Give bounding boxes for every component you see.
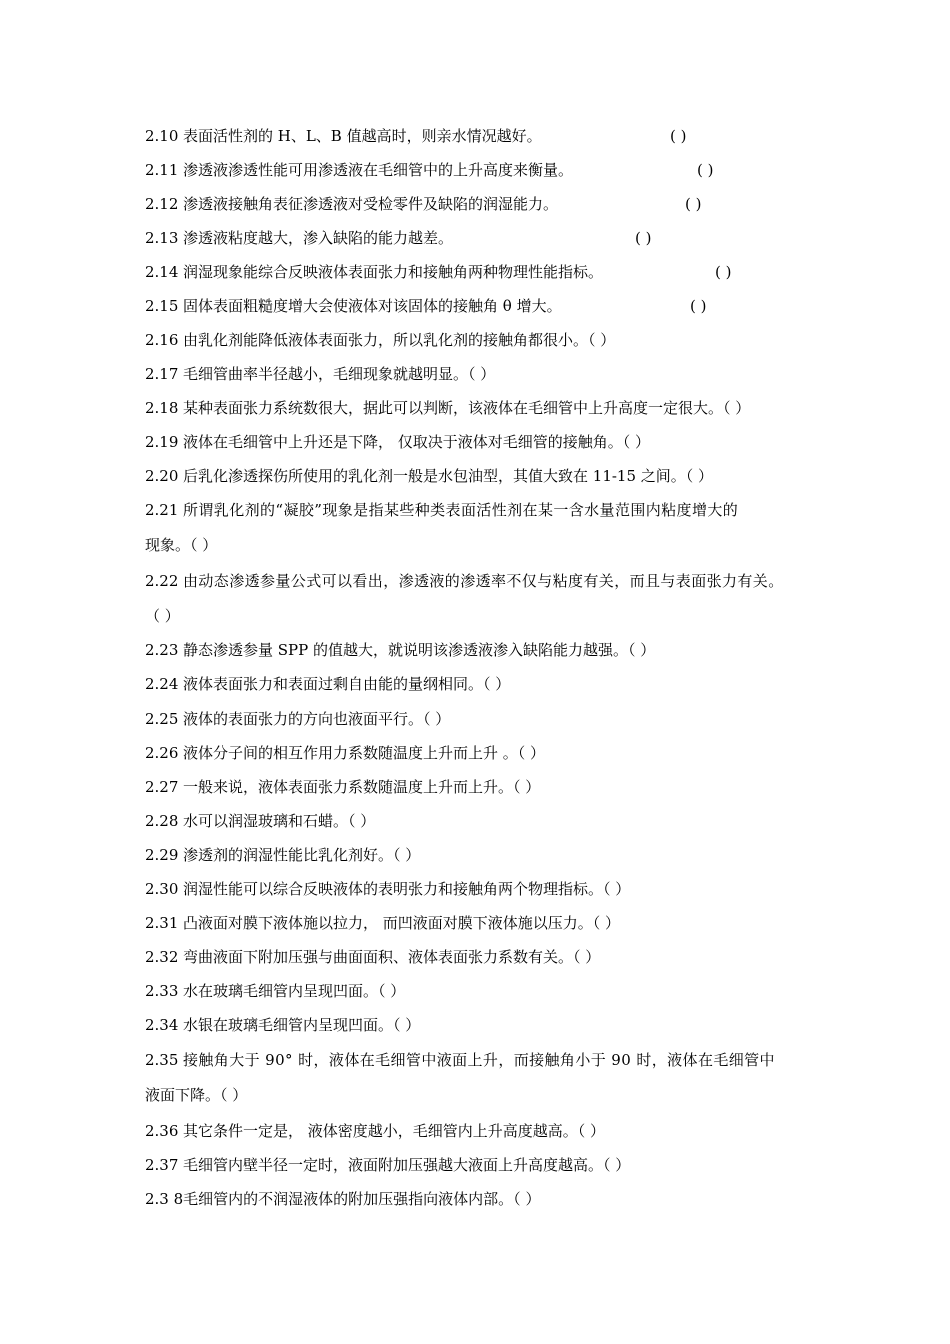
question-text: 润湿性能可以综合反映液体的表明张力和接触角两个物理指标。（ ） [183,880,631,898]
question-item [145,466,713,486]
question-text: 液体分子间的相互作用力系数随温度上升而上升 。（ ） [183,744,546,762]
question-item [145,1155,630,1175]
question-text: 水可以润湿玻璃和石蜡。（ ） [183,812,376,830]
question-text: 固体表面粗糙度增大会使液体对该固体的接触角 θ 增大。 [183,297,562,315]
question-number: 2.16 [145,331,179,349]
question-text: 液面下降。（ ） [145,1086,248,1104]
question-item [145,535,217,555]
question-number: 2.12 [145,195,179,213]
question-number: 2.24 [145,675,179,693]
question-number: 2.19 [145,433,179,451]
question-item [145,1050,775,1070]
question-text: 液体的表面张力的方向也液面平行。（ ） [183,710,451,728]
question-number: 2.34 [145,1016,179,1034]
question-item [145,194,558,214]
question-text: 水在玻璃毛细管内呈现凹面。（ ） [183,982,406,1000]
question-text: （ ） [145,607,180,625]
question-item [145,126,542,146]
question-number: 2.10 [145,127,179,145]
question-item [145,811,375,831]
question-text: 凸液面对膜下液体施以拉力， 而凹液面对膜下液体施以压力。（ ） [183,914,621,932]
question-number: 2.37 [145,1156,179,1174]
question-item [145,709,450,729]
question-item [145,640,655,660]
question-text: 其它条件一定是， 液体密度越小，毛细管内上升高度越高。（ ） [183,1122,606,1140]
question-text: 渗透剂的润湿性能比乳化剂好。（ ） [183,846,421,864]
question-item [145,845,420,865]
question-number: 2.17 [145,365,179,383]
question-text: 所谓乳化剂的“凝胶”现象是指某些种类表面活性剂在某一含水量范围内粘度增大的 [183,501,739,519]
question-item [145,571,784,591]
question-item [145,330,615,350]
answer-parentheses: ( ) [715,263,732,281]
question-text: 液体在毛细管中上升还是下降， 仅取决于液体对毛细管的接触角。（ ） [183,433,651,451]
question-number: 2.15 [145,297,179,315]
question-item [145,777,540,797]
question-text: 由动态渗透参量公式可以看出，渗透液的渗透率不仅与粘度有关，而且与表面张力有关。 [183,572,784,590]
question-item [145,1121,605,1141]
question-item [145,398,750,418]
question-text: 渗透液接触角表征渗透液对受检零件及缺陷的润湿能力。 [183,195,559,213]
question-item [145,606,180,626]
answer-parentheses: ( ) [685,195,702,213]
question-item [145,500,738,520]
question-text: 由乳化剂能降低液体表面张力，所以乳化剂的接触角都很小。（ ） [183,331,616,349]
question-number: 2.33 [145,982,179,1000]
question-number: 2.21 [145,501,179,519]
question-item [145,228,453,248]
question-text: 某种表面张力系统数很大，据此可以判断，该液体在毛细管中上升高度一定很大。（ ） [183,399,751,417]
answer-parentheses: ( ) [697,161,714,179]
question-number: 2.13 [145,229,179,247]
question-item [145,674,510,694]
question-item [145,947,600,967]
answer-parentheses: ( ) [690,297,707,315]
question-number: 2.23 [145,641,179,659]
question-item [145,1189,540,1209]
question-text: 静态渗透参量 SPP 的值越大，就说明该渗透液渗入缺陷能力越强。（ ） [183,641,656,659]
question-text: 渗透液粘度越大，渗入缺陷的能力越差。 [183,229,454,247]
question-number: 2.11 [145,161,179,179]
question-text: 后乳化渗透探伤所使用的乳化剂一般是水包油型，其值大致在 11-15 之间。（ ） [183,467,714,485]
question-number: 2.25 [145,710,179,728]
question-text: 弯曲液面下附加压强与曲面面积、液体表面张力系数有关。（ ） [183,948,601,966]
question-number: 2.31 [145,914,179,932]
question-text: 润湿现象能综合反映液体表面张力和接触角两种物理性能指标。 [183,263,604,281]
question-text: 液体表面张力和表面过剩自由能的量纲相同。（ ） [183,675,511,693]
question-item [145,296,562,316]
question-number: 2.26 [145,744,179,762]
question-text: 现象。（ ） [145,536,218,554]
question-text: 渗透液渗透性能可用渗透液在毛细管中的上升高度来衡量。 [183,161,574,179]
question-item [145,879,630,899]
question-number: 2.20 [145,467,179,485]
question-item [145,262,603,282]
question-item [145,743,545,763]
question-text: 毛细管曲率半径越小，毛细现象就越明显。（ ） [183,365,496,383]
question-item [145,160,573,180]
question-number: 2.29 [145,846,179,864]
question-number: 2.18 [145,399,179,417]
question-number: 2.32 [145,948,179,966]
question-item [145,981,405,1001]
answer-parentheses: ( ) [670,127,687,145]
question-number: 2.35 [145,1051,179,1069]
question-text: 接触角大于 90° 时，液体在毛细管中液面上升，而接触角小于 90 时，液体在毛细管中 [183,1051,775,1069]
question-item [145,1015,420,1035]
question-number: 2.14 [145,263,179,281]
question-number: 2.27 [145,778,179,796]
question-number: 2.36 [145,1122,179,1140]
question-item [145,913,620,933]
question-number: 2.30 [145,880,179,898]
question-number: 2.3 8 [145,1190,184,1208]
question-item [145,1085,247,1105]
question-item [145,364,495,384]
question-text: 表面活性剂的 H、L、B 值越高时，则亲水情况越好。 [183,127,542,145]
question-text: 毛细管内的不润湿液体的附加压强指向液体内部。（ ） [183,1190,541,1208]
question-item [145,432,650,452]
question-text: 一般来说，液体表面张力系数随温度上升而上升。（ ） [183,778,541,796]
question-number: 2.22 [145,572,179,590]
answer-parentheses: ( ) [635,229,652,247]
question-number: 2.28 [145,812,179,830]
question-text: 毛细管内壁半径一定时，液面附加压强越大液面上升高度越高。（ ） [183,1156,631,1174]
question-text: 水银在玻璃毛细管内呈现凹面。（ ） [183,1016,421,1034]
